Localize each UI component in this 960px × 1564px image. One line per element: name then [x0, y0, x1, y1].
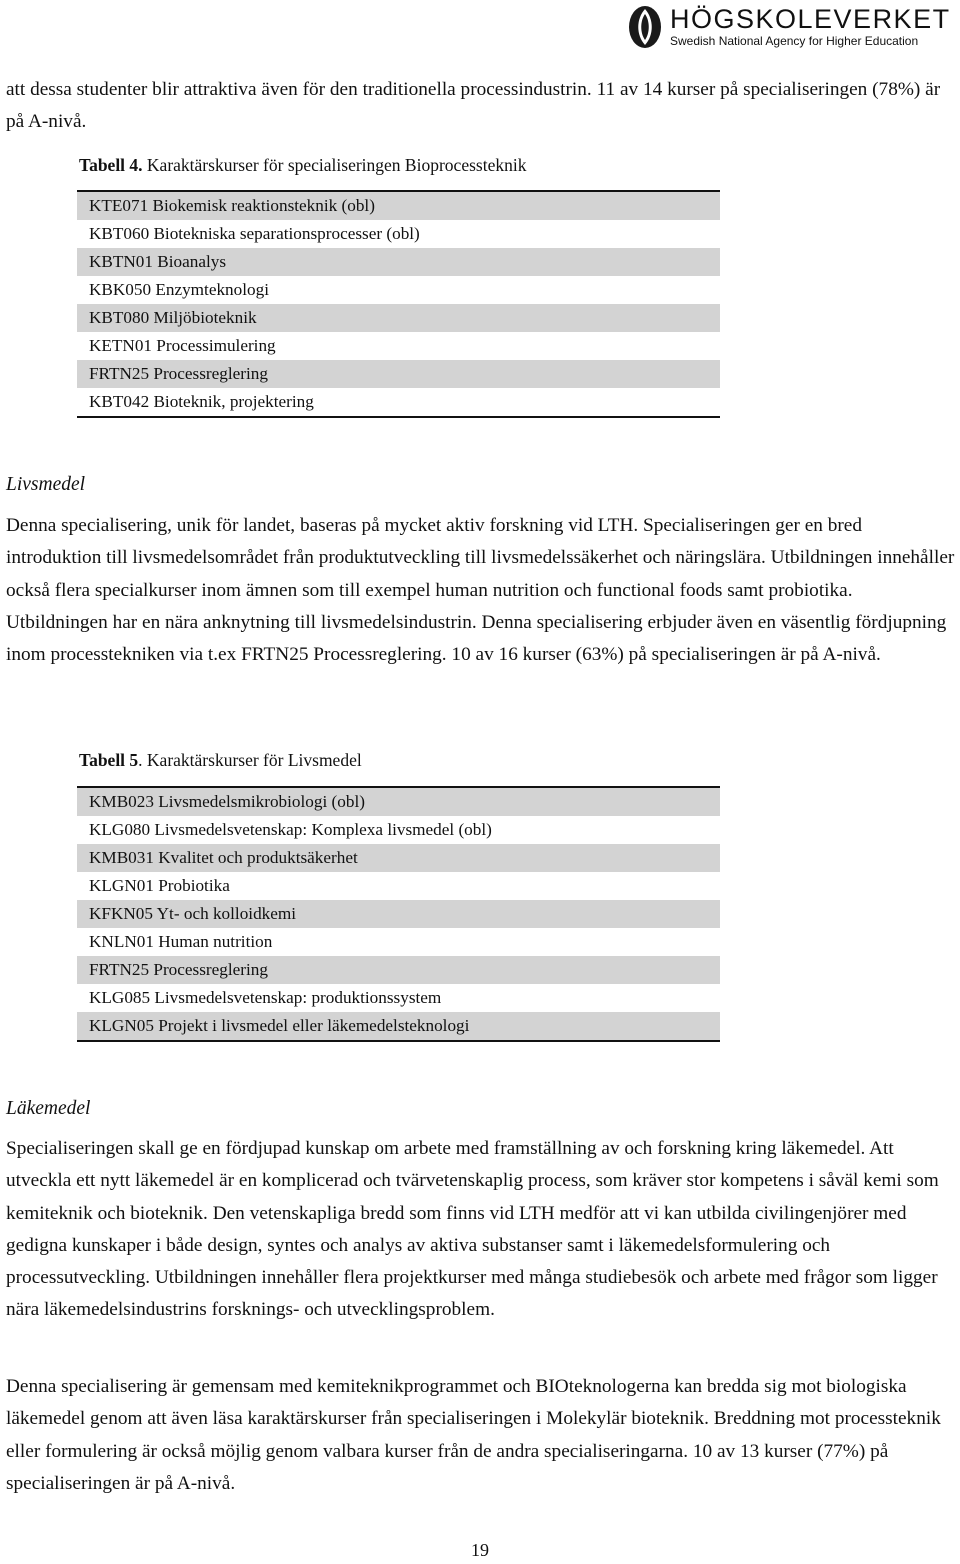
table-row: KLGN01 Probiotika: [89, 876, 230, 895]
section-heading-lakemedel: Läkemedel: [6, 1098, 91, 1119]
course-table-livsmedel: [77, 786, 720, 1042]
logo-text: [670, 5, 951, 49]
logo-subtitle: Swedish National Agency for Higher Education: [670, 34, 919, 48]
table5-caption-text: . Karaktärskurser för Livsmedel: [138, 750, 362, 770]
lakemedel-paragraph-2: Denna specialisering är gemensam med kemiteknikprogrammet och BIOteknologerna kan bredda sig mot biologiska läkemedel genom att även läsa karaktärskurser från specialiseringen i Molekylär bioteknik. Breddning mot processteknik eller formulering är också möjlig genom valbara kurser från de andra specialiseringarna. 10 av 13 kurser (77%) på specialiseringen är på A-nivå.: [6, 1376, 941, 1494]
table-row: KNLN01 Human nutrition: [89, 932, 273, 951]
course-table-bioprocessteknik: [77, 190, 720, 418]
table5-caption-label: Tabell 5: [79, 750, 139, 770]
table4-caption-text: Karaktärskurser för specialiseringen Bioprocessteknik: [142, 155, 527, 175]
livsmedel-paragraph: Denna specialisering, unik för landet, baseras på mycket aktiv forskning vid LTH. Specialiseringen ger en bred introduktion till livsmedelsområdet från produktutveckling till livsmedelssäkerhet och näringslära. Utbildningen innehåller också flera specialkurser inom ämnen som till exempel human nutrition och functional foods samt probiotika. Utbildningen har en nära anknytning till livsmedelsindustrin. Denna specialisering erbjuder även en väsentlig fördjupning inom processtekniken via t.ex FRTN25 Processreglering. 10 av 16 kurser (63%) på specialiseringen är på A-nivå.: [6, 515, 955, 666]
table-row: KLGN05 Projekt i livsmedel eller läkemedelsteknologi: [77, 1012, 720, 1040]
logo-emblem-icon: [628, 5, 662, 49]
table-row: KLG085 Livsmedelsvetenskap: produktionssystem: [89, 988, 442, 1007]
table4-caption: [79, 155, 526, 176]
table-row: KMB031 Kvalitet och produktsäkerhet: [77, 844, 720, 872]
table-row: KMB023 Livsmedelsmikrobiologi (obl): [77, 788, 720, 816]
page-number: 19: [471, 1540, 489, 1560]
table5-caption: [79, 750, 362, 771]
table-row: KBK050 Enzymteknologi: [89, 280, 269, 299]
table-row: KBTN01 Bioanalys: [77, 248, 720, 276]
logo-title: HÖGSKOLEVERKET: [670, 4, 951, 34]
table-row: KFKN05 Yt- och kolloidkemi: [77, 900, 720, 928]
table-row: KETN01 Processimulering: [89, 336, 276, 355]
table-row: KLG080 Livsmedelsvetenskap: Komplexa livsmedel (obl): [89, 820, 492, 839]
table4-caption-label: Tabell 4.: [79, 155, 143, 175]
table-row: KBT042 Bioteknik, projektering: [89, 392, 314, 411]
lakemedel-paragraph-1: Specialiseringen skall ge en fördjupad kunskap om arbete med framställning av och forskning kring läkemedel. Att utveckla ett nytt läkemedel är en komplicerad och tvärvetenskaplig process, som kräver stor kompetens i såväl kemi som kemiteknik och bioteknik. Den vetenskapliga bredd som finns vid LTH medför att vi kan utbilda civilingenjörer med gedigna kunskaper i både design, syntes och analys av aktiva substanser samt i läkemedelsformulering och processutveckling. Utbildningen innehåller flera projektkurser med många studiebesök och arbete med frågor som ligger nära läkemedelsindustrins forsknings- och utvecklingsproblem.: [6, 1138, 939, 1321]
table-row: FRTN25 Processreglering: [77, 360, 720, 388]
hogskoleverket-logo: [628, 2, 958, 52]
table-row: KBT060 Biotekniska separationsprocesser (obl): [89, 224, 420, 243]
section-heading-livsmedel: Livsmedel: [6, 474, 86, 495]
table-row: FRTN25 Processreglering: [77, 956, 720, 984]
intro-paragraph: att dessa studenter blir attraktiva även för den traditionella processindustrin. 11 av 14 kurser på specialiseringen (78%) är på A-nivå.: [6, 79, 941, 133]
table-row: KTE071 Biokemisk reaktionsteknik (obl): [77, 192, 720, 220]
table-row: KBT080 Miljöbioteknik: [77, 304, 720, 332]
